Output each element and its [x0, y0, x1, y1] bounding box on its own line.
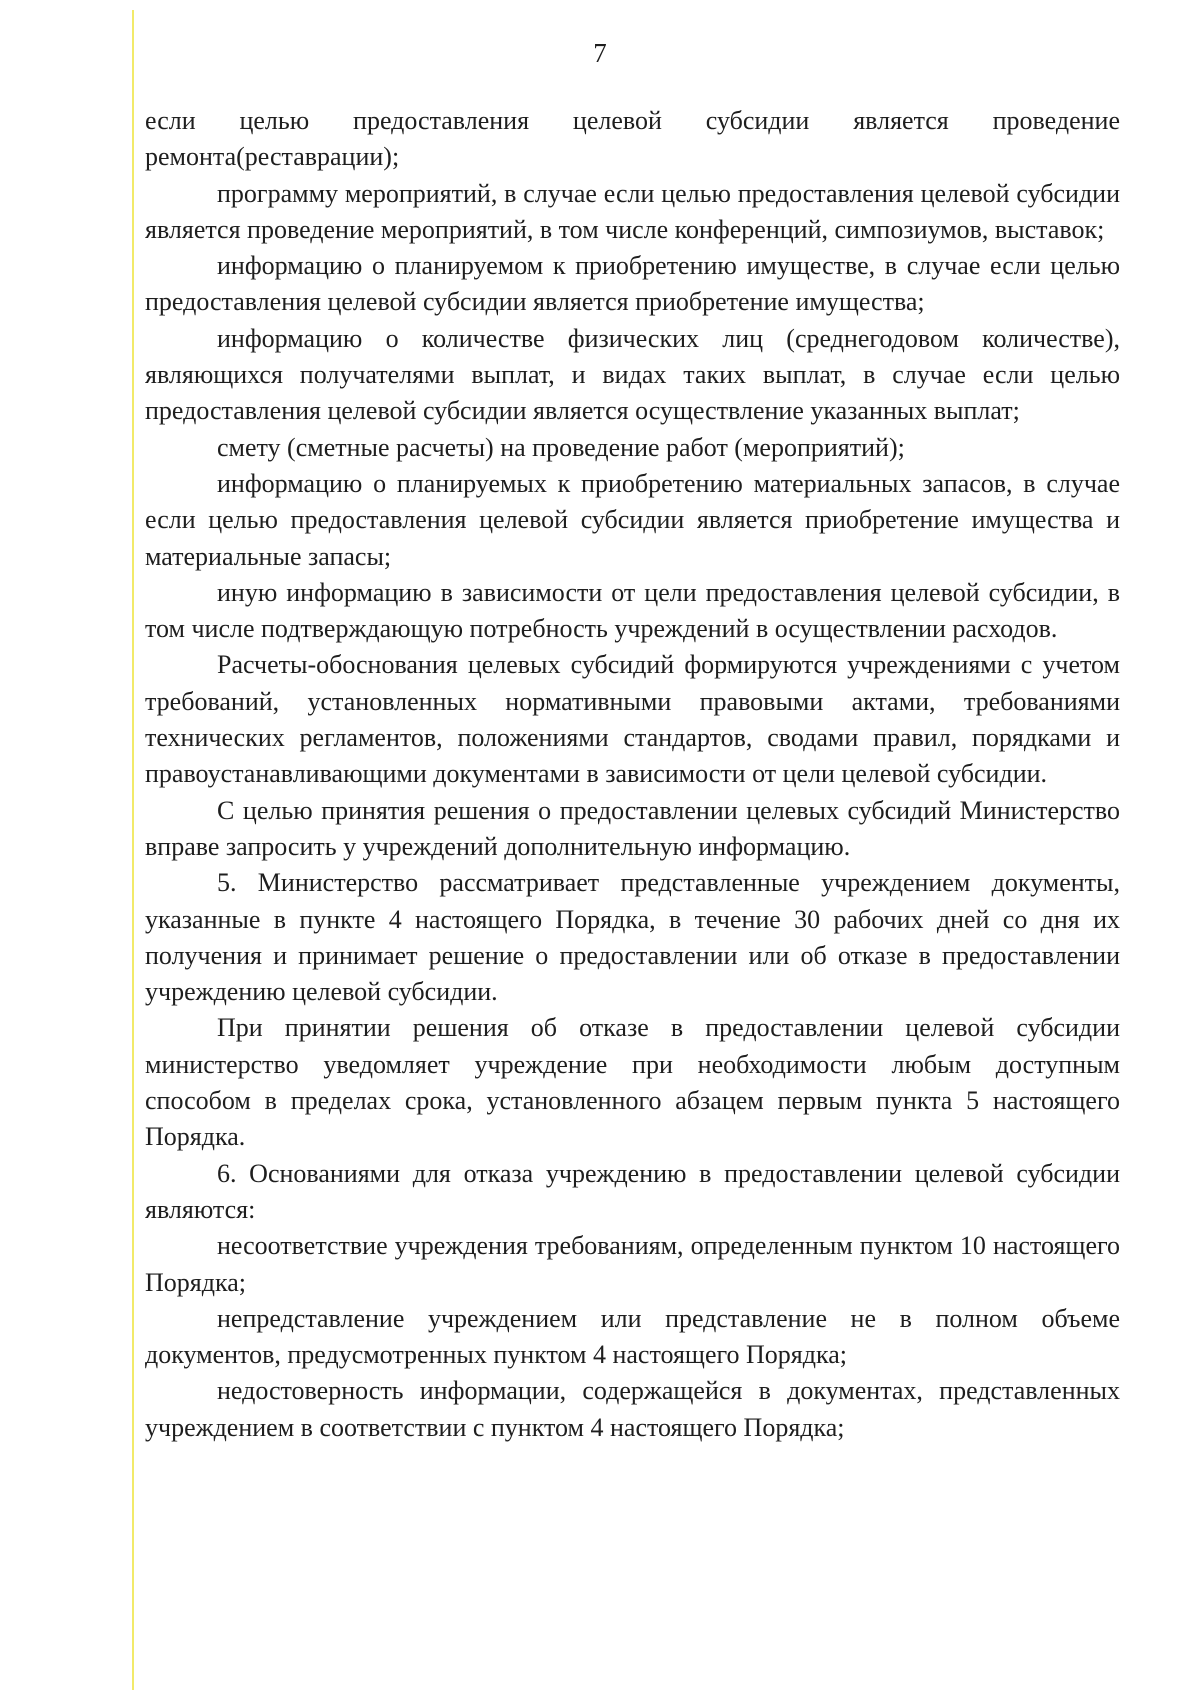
paragraph: информацию о планируемом к приобретению имуществе, в случае если целью предоставления целевой субсидии является приобретение имущества;	[145, 251, 1120, 317]
paragraph: 5. Министерство рассматривает представленные учреждением документы, указанные в пункте 4 настоящего Порядка, в течение 30 рабочих дней со дня их получения и принимает решение о предоставлении или об отказе в предоставлении учреждению целевой субсидии.	[145, 868, 1120, 1007]
paragraph: программу мероприятий, в случае если целью предоставления целевой субсидии является проведение мероприятий, в том числе конференций, симпозиумов, выставок;	[145, 178, 1120, 244]
paragraph: 6. Основаниями для отказа учреждению в предоставлении целевой субсидии являются:	[145, 1158, 1120, 1224]
paragraph: недостоверность информации, содержащейся в документах, представленных учреждением в соответствии с пунктом 4 настоящего Порядка;	[145, 1376, 1120, 1442]
paragraph: информацию о количестве физических лиц (среднегодовом количестве), являющихся получателями выплат, и видах таких выплат, в случае если целью предоставления целевой субсидии является осуществление указанных выплат;	[145, 323, 1120, 426]
paragraph: При принятии решения об отказе в предоставлении целевой субсидии министерство уведомляет учреждение при необходимости любым доступным способом в пределах срока, установленного абзацем первым пункта 5 настоящего Порядка.	[145, 1013, 1120, 1152]
paragraph: информацию о планируемых к приобретению материальных запасов, в случае если целью предоставления целевой субсидии является приобретение имущества и материальные запасы;	[145, 468, 1120, 571]
paragraph: Расчеты-обоснования целевых субсидий формируются учреждениями с учетом требований, установленных нормативными правовыми актами, требованиями технических регламентов, положениями стандартов, сводами правил, порядками и правоустанавливающими документами в зависимости от цели целевой субсидии.	[145, 650, 1120, 789]
page-number: 7	[593, 38, 607, 68]
paragraph: непредставление учреждением или представление не в полном объеме документов, предусмотренных пунктом 4 настоящего Порядка;	[145, 1303, 1120, 1370]
paragraph: С целью принятия решения о предоставлении целевых субсидий Министерство вправе запросить у учреждений дополнительную информацию.	[145, 795, 1120, 861]
paragraph: иную информацию в зависимости от цели предоставления целевой субсидии, в том числе подтверждающую потребность учреждений в осуществлении расходов.	[145, 577, 1120, 644]
paragraph: если целью предоставления целевой субсидии является проведение ремонта(реставрации);	[145, 106, 1120, 172]
paragraph: смету (сметные расчеты) на проведение работ (мероприятий);	[217, 432, 905, 462]
scan-margin-line	[132, 10, 134, 1690]
document-body	[145, 103, 1120, 1446]
paragraph: несоответствие учреждения требованиям, определенным пунктом 10 настоящего Порядка;	[145, 1231, 1120, 1297]
